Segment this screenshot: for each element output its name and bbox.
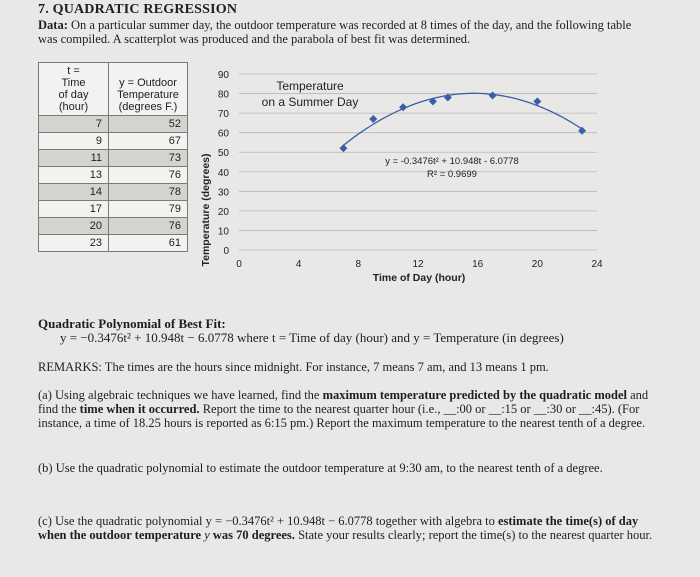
time-cell: 23: [39, 235, 109, 252]
intro-label: Data:: [38, 18, 68, 32]
time-cell: 9: [39, 133, 109, 150]
chart-title-line1: Temperature: [276, 79, 344, 93]
x-tick-label: 0: [236, 259, 242, 270]
question-a: [38, 388, 668, 430]
y-tick-label: 60: [217, 128, 229, 140]
trendline-equation: y = -0.3476t² + 10.948t - 6.0778: [385, 156, 519, 167]
data-point: [339, 144, 347, 152]
table-row: [39, 184, 188, 201]
scatter-chart: [197, 60, 605, 285]
y-tick-label: 0: [223, 246, 229, 257]
question-c-text: (c) Use the quadratic polynomial y = −0.3476t² + 10.948t − 6.0778 together with algebra to: [38, 514, 498, 528]
col2-header: [109, 63, 188, 116]
intro-paragraph: [38, 18, 648, 46]
x-tick-label: 8: [355, 259, 362, 270]
question-b: (b) Use the quadratic polynomial to estimate the outdoor temperature at 9:30 am, to the nearest tenth of a degree.: [38, 461, 603, 475]
table-header-row: [39, 63, 188, 116]
y-tick-label: 70: [217, 109, 229, 121]
table-row: [39, 116, 188, 133]
r-squared: R² = 0.9699: [427, 169, 477, 180]
question-c: [38, 514, 668, 542]
question-a-text: (a) Using algebraic techniques we have learned, find the: [38, 388, 323, 402]
time-cell: 7: [39, 116, 109, 133]
temp-cell: 61: [109, 235, 188, 252]
y-tick-label: 90: [217, 70, 229, 81]
temp-cell: 78: [109, 184, 188, 201]
col1-header-line: of day: [58, 89, 89, 101]
time-cell: 17: [39, 201, 109, 218]
best-fit-equation: y = −0.3476t² + 10.948t − 6.0778 where t = Time of day (hour) and y = Temperature (in degrees): [60, 330, 564, 345]
time-cell: 11: [39, 150, 109, 167]
table-row: [39, 235, 188, 252]
col1-header-line: Time: [61, 77, 86, 89]
table-row: [39, 201, 188, 218]
data-point: [489, 92, 497, 100]
y-tick-label: 80: [217, 89, 229, 101]
question-a-bold: time when it occurred.: [79, 402, 200, 416]
table-row: [39, 150, 188, 167]
y-tick-label: 40: [217, 167, 229, 179]
x-tick-label: 20: [531, 259, 543, 270]
question-a-text: Report the time to the nearest quarter hour (i.e., __:00 or __:15 or __:30 or __:45). (For instance, a time of 18.25 hours is reported as 6:15 pm.) Report the maximum temperature to the nearest tenth of a degree.: [38, 402, 646, 430]
col2-header-line: Temperature: [117, 89, 179, 101]
data-table: [38, 62, 188, 252]
temp-cell: 79: [109, 201, 188, 218]
x-axis-label: Time of Day (hour): [372, 272, 466, 284]
x-tick-label: 12: [412, 259, 424, 270]
table-row: [39, 167, 188, 184]
table-row: [39, 133, 188, 150]
y-tick-label: 30: [217, 187, 229, 199]
intro-text: On a particular summer day, the outdoor temperature was recorded at 8 times of the day, and the following table was compiled. A scatterplot was produced and the parabola of best fit was determined.: [38, 18, 632, 46]
time-cell: 20: [39, 218, 109, 235]
col1-header: [39, 63, 109, 116]
y-axis-label: Temperature (degrees): [200, 153, 212, 267]
question-c-bold: estimate the time(s) of day when the outdoor temperature: [38, 514, 639, 542]
col2-header-line: y = Outdoor: [119, 77, 177, 89]
question-c-bold: was 70 degrees.: [212, 528, 295, 542]
col2-header-line: (degrees F.): [118, 101, 178, 113]
chart-svg: [197, 60, 605, 285]
question-c-text: State your results clearly; report the time(s) to the nearest quarter hour.: [294, 528, 653, 542]
temp-cell: 67: [109, 133, 188, 150]
time-cell: 13: [39, 167, 109, 184]
question-c-var: y: [201, 528, 213, 542]
y-tick-label: 50: [217, 148, 229, 160]
x-tick-label: 24: [591, 259, 603, 270]
col1-header-line: (hour): [58, 101, 89, 113]
y-tick-label: 20: [217, 206, 229, 218]
time-cell: 14: [39, 184, 109, 201]
problem-title: 7. QUADRATIC REGRESSION: [38, 2, 238, 17]
y-tick-label: 10: [217, 226, 229, 238]
temp-cell: 76: [109, 167, 188, 184]
temp-cell: 73: [109, 150, 188, 167]
question-a-text: and find the: [38, 388, 649, 416]
col1-header-line: t =: [67, 65, 80, 77]
chart-title-line2: on a Summer Day: [261, 95, 359, 109]
trendline: [343, 93, 582, 145]
best-fit-heading: Quadratic Polynomial of Best Fit:: [38, 316, 226, 331]
temp-cell: 52: [109, 116, 188, 133]
x-tick-label: 4: [295, 259, 302, 270]
temp-cell: 76: [109, 218, 188, 235]
trendline-layer: [343, 93, 582, 145]
remarks-text: REMARKS: The times are the hours since midnight. For instance, 7 means 7 am, and 13 means 1 pm.: [38, 360, 549, 374]
x-tick-label: 16: [472, 259, 484, 270]
table-row: [39, 218, 188, 235]
question-a-bold: maximum temperature predicted by the quadratic model: [322, 388, 627, 402]
